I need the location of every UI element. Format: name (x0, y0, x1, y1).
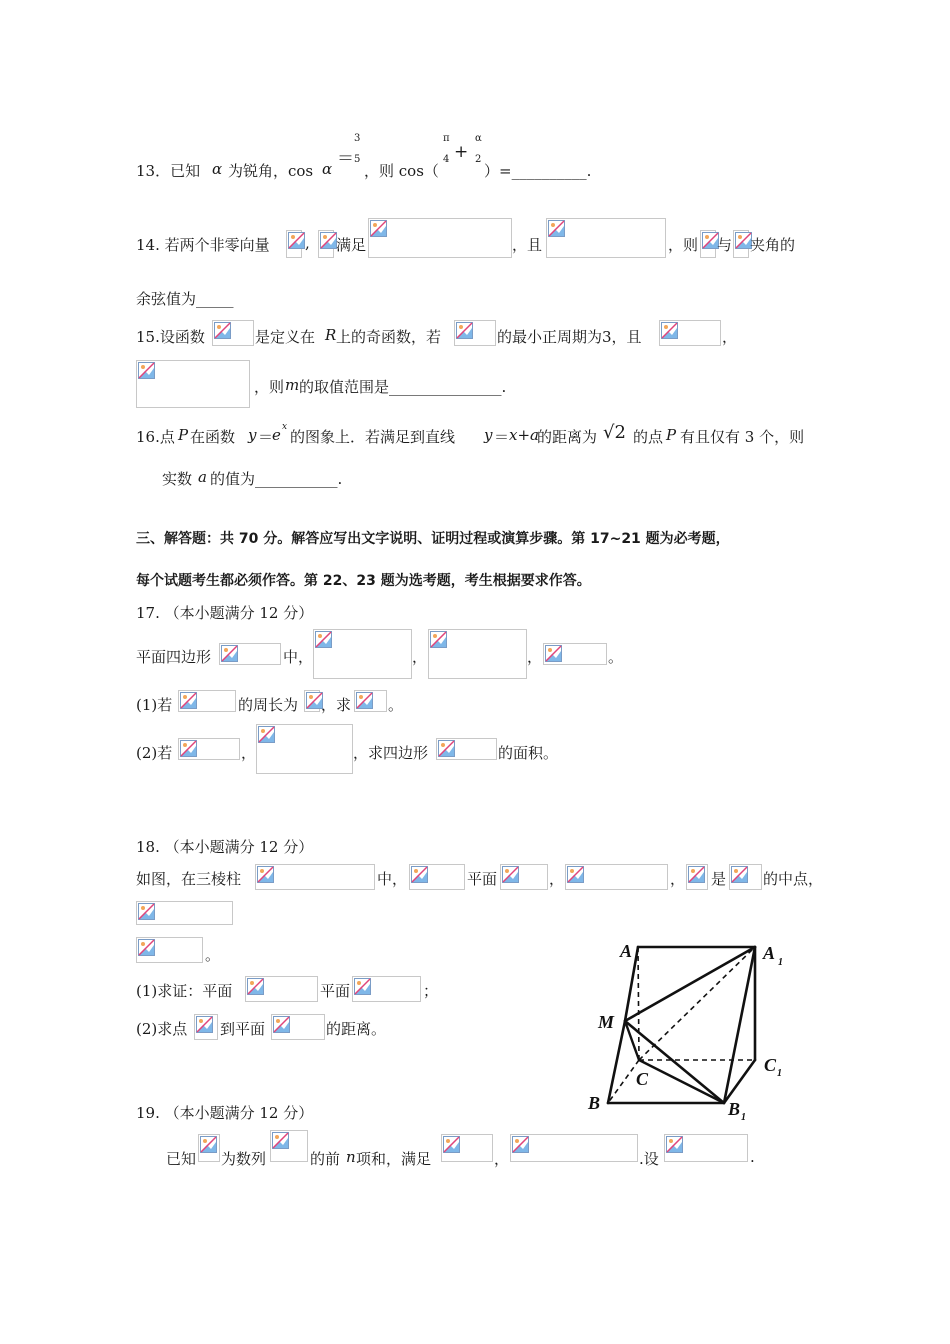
broken-image-icon (315, 631, 332, 648)
q14-then: ，则 (668, 236, 699, 254)
q13-number: 13．已知 (136, 162, 201, 180)
q16-P: P (178, 426, 189, 444)
q15-text3: 的最小正周期为3，且 (497, 328, 642, 346)
edge-M-A1 (625, 947, 755, 1021)
label-A: A (620, 941, 633, 961)
broken-image-icon (273, 1016, 290, 1033)
broken-image-icon (502, 866, 519, 883)
section-3-line2: 每个试题考生都必须作答。第 22、23 题为选考题，考生根据要求作答。 (136, 573, 591, 589)
formula-image (428, 629, 527, 679)
broken-image-icon (548, 220, 565, 237)
q17-comma2: ， (527, 648, 543, 666)
formula-image (304, 690, 320, 712)
q15-text2: 上的奇函数，若 (336, 328, 442, 346)
label-M: M (598, 1012, 615, 1032)
broken-image-icon (354, 978, 371, 995)
formula-image (198, 1134, 220, 1162)
broken-image-icon (180, 692, 197, 709)
q14-with: 与 (717, 236, 733, 254)
broken-image-icon (196, 1016, 213, 1033)
q16-sqrt: √2 (603, 422, 626, 443)
q15-m: m (285, 376, 300, 394)
q15-range: 的取值范围是_______________. (299, 378, 507, 396)
formula-image (256, 724, 353, 774)
q16-e: e (272, 426, 281, 444)
q18-p2a: (2)求点 (136, 1020, 188, 1038)
q13-then: ，则 cos（ (364, 162, 439, 180)
q18-l1e: 的中点， (763, 870, 824, 888)
q18-comma2: ， (670, 870, 686, 888)
formula-image (659, 320, 721, 346)
q18-title: 18. （本小题满分 12 分） (136, 838, 314, 856)
q13-four: 4 (443, 154, 450, 165)
formula-image (700, 230, 716, 258)
label-B: B (588, 1093, 601, 1113)
q19-l1d: 项和，满足 (356, 1150, 432, 1168)
formula-image (454, 320, 496, 346)
q13-frac-den: 5 (354, 154, 361, 165)
q19-l1c: 的前 (310, 1150, 341, 1168)
broken-image-icon (200, 1136, 217, 1153)
q16-text5: 有且仅有 3 个，则 (680, 428, 805, 446)
q16-text3: 的距离为 (537, 428, 598, 446)
broken-image-icon (180, 740, 197, 757)
broken-image-icon (320, 232, 337, 249)
q19-period: . (750, 1148, 755, 1166)
formula-image (178, 690, 236, 712)
broken-image-icon (138, 903, 155, 920)
q17-period2: 。 (388, 696, 404, 714)
q16-eq: ＝ (258, 428, 274, 446)
formula-image (286, 230, 302, 258)
formula-image (313, 629, 412, 679)
q15-R: R (325, 326, 337, 344)
q17-p1b: 的周长为 (238, 696, 299, 714)
formula-image (219, 643, 281, 665)
q15-text1: 是定义在 (255, 328, 316, 346)
q18-p2c: 的距离。 (326, 1020, 387, 1038)
q16-y: y (248, 426, 257, 444)
broken-image-icon (438, 740, 455, 757)
q14-comma: , (305, 234, 310, 252)
broken-image-icon (370, 220, 387, 237)
formula-image (409, 864, 465, 890)
q19-l1b: 为数列 (221, 1150, 267, 1168)
formula-image (565, 864, 668, 890)
formula-image (136, 360, 250, 408)
q18-p1b: 平面 (320, 982, 351, 1000)
q17-p2c: 的面积。 (498, 744, 559, 762)
formula-image (500, 864, 548, 890)
formula-image (543, 643, 607, 665)
q16-line2a: 实数 (162, 470, 193, 488)
q17-l1b: 中， (283, 648, 314, 666)
q13-alpha3: α (475, 133, 482, 144)
broken-image-icon (456, 322, 473, 339)
q17-p2a: (2)若 (136, 744, 173, 762)
q15-then: ，则 (254, 378, 285, 396)
q16-x-exp: x (282, 422, 288, 432)
q18-l1c: 平面 (467, 870, 498, 888)
q19-title: 19. （本小题满分 12 分） (136, 1104, 314, 1122)
q18-l1d: 是 (711, 870, 727, 888)
q13-end: ）=__________. (484, 162, 592, 180)
q16-eq2: ＝ (494, 428, 510, 446)
formula-image (733, 230, 749, 258)
broken-image-icon (411, 866, 428, 883)
broken-image-icon (221, 645, 238, 662)
formula-image (546, 218, 666, 258)
q18-p1a: (1)求证：平面 (136, 982, 233, 1000)
q13-pi: π (443, 133, 450, 144)
formula-image (352, 976, 421, 1002)
formula-image (212, 320, 254, 346)
broken-image-icon (661, 322, 678, 339)
label-A1-sub: 1 (778, 957, 783, 968)
q16-xa: x+a (509, 426, 539, 444)
label-C1: C (764, 1055, 777, 1075)
label-C: C (636, 1069, 649, 1089)
edge-M-B1 (625, 1021, 724, 1103)
broken-image-icon (138, 939, 155, 956)
section-3-line1: 三、解答题：共 70 分。解答应写出文字说明、证明过程或演算步骤。第 17~21 题为必考题， (136, 531, 730, 547)
q16-line2b: 的值为___________. (210, 470, 343, 488)
formula-image (664, 1134, 748, 1162)
broken-image-icon (512, 1136, 529, 1153)
broken-image-icon (272, 1132, 289, 1149)
q17-p1a: (1)若 (136, 696, 173, 714)
formula-image (194, 1014, 218, 1040)
q19-comma: ， (494, 1150, 510, 1168)
edge-A-C-dashed (638, 947, 639, 1060)
q13-alpha2: α (322, 160, 333, 178)
broken-image-icon (356, 692, 373, 709)
formula-image (245, 976, 318, 1002)
formula-image (136, 901, 233, 925)
broken-image-icon (214, 322, 231, 339)
broken-image-icon (288, 232, 305, 249)
label-B1-sub: 1 (741, 1112, 746, 1123)
broken-image-icon (443, 1136, 460, 1153)
broken-image-icon (138, 362, 155, 379)
broken-image-icon (545, 645, 562, 662)
broken-image-icon (666, 1136, 683, 1153)
q13-text: 为锐角，cos (228, 162, 314, 180)
q16-text2: 的图象上．若满足到直线 (290, 428, 456, 446)
q13-two: 2 (475, 154, 482, 165)
q17-l1a: 平面四边形 (136, 648, 212, 666)
q16-number: 16.点 (136, 428, 175, 446)
q17-comma1: ， (412, 648, 428, 666)
formula-image (271, 1014, 325, 1040)
formula-image (318, 230, 334, 258)
q19-l1e: .设 (639, 1150, 659, 1168)
formula-image (368, 218, 512, 258)
formula-image (686, 864, 708, 890)
label-A1: A (763, 943, 776, 963)
q17-title: 17. （本小题满分 12 分） (136, 604, 314, 622)
q16-P2: P (666, 426, 677, 444)
q15-comma: ， (722, 328, 738, 346)
q18-l1a: 如图，在三棱柱 (136, 870, 242, 888)
broken-image-icon (430, 631, 447, 648)
q13-plus: + (454, 142, 469, 162)
formula-image (354, 690, 387, 712)
broken-image-icon (731, 866, 748, 883)
q19-n: n (346, 1148, 356, 1166)
prism-figure (580, 935, 790, 1125)
q14-number: 14. 若两个非零向量 (136, 236, 270, 254)
q16-a: a (198, 468, 207, 486)
formula-image (178, 738, 240, 760)
q14-satisfy: 满足 (336, 236, 367, 254)
q16-y2: y (484, 426, 493, 444)
q18-comma1: ， (549, 870, 565, 888)
q13-equals: ＝ (337, 149, 354, 169)
formula-image (729, 864, 762, 890)
q19-l1a: 已知 (166, 1150, 197, 1168)
label-B1: B (728, 1099, 741, 1119)
formula-image (255, 864, 375, 890)
q14-and: ，且 (512, 236, 543, 254)
formula-image (510, 1134, 638, 1162)
q13-alpha: α (212, 160, 223, 178)
q17-comma3: ， (241, 744, 257, 762)
broken-image-icon (258, 726, 275, 743)
broken-image-icon (257, 866, 274, 883)
q17-period: 。 (608, 648, 624, 666)
broken-image-icon (247, 978, 264, 995)
q18-l1b: 中， (377, 870, 408, 888)
formula-image (270, 1130, 308, 1162)
q14-angle: 夹角的 (750, 236, 796, 254)
formula-image (436, 738, 497, 760)
broken-image-icon (567, 866, 584, 883)
q18-semi: ； (423, 982, 439, 1000)
q16-text4: 的点 (633, 428, 664, 446)
formula-image (441, 1134, 493, 1162)
q17-p2b: ，求四边形 (353, 744, 429, 762)
q18-period: 。 (205, 946, 221, 964)
q18-p2b: 到平面 (220, 1020, 266, 1038)
label-C1-sub: 1 (777, 1068, 782, 1079)
q14-line2: 余弦值为_____ (136, 290, 234, 308)
q17-p1c: ，求 (321, 696, 352, 714)
q13-frac-num: 3 (354, 133, 361, 144)
broken-image-icon (688, 866, 705, 883)
q16-text1: 在函数 (190, 428, 236, 446)
q15-number: 15.设函数 (136, 328, 205, 346)
formula-image (136, 937, 203, 963)
